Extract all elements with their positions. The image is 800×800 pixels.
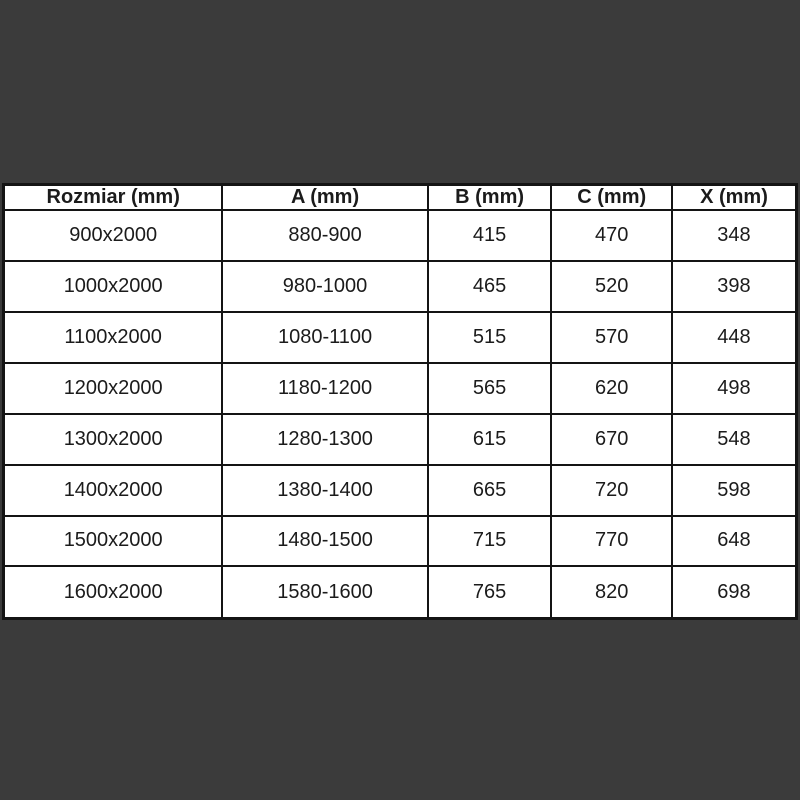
cell-x: 348 — [672, 210, 797, 261]
cell-a: 880-900 — [222, 210, 427, 261]
header-cell-a: A (mm) — [222, 185, 427, 211]
cell-b: 415 — [428, 210, 552, 261]
cell-x: 398 — [672, 261, 797, 312]
cell-b: 715 — [428, 516, 552, 567]
cell-c: 570 — [551, 312, 672, 363]
cell-c: 770 — [551, 516, 672, 567]
table-row — [4, 363, 797, 414]
dimension-table — [2, 183, 798, 620]
table-row — [4, 210, 797, 261]
cell-a: 1180-1200 — [222, 363, 427, 414]
cell-c: 720 — [551, 465, 672, 516]
table-row — [4, 566, 797, 618]
cell-x: 498 — [672, 363, 797, 414]
cell-x: 598 — [672, 465, 797, 516]
table-row — [4, 261, 797, 312]
cell-b: 465 — [428, 261, 552, 312]
cell-b: 565 — [428, 363, 552, 414]
header-cell-b: B (mm) — [428, 185, 552, 211]
cell-rozmiar: 1200x2000 — [4, 363, 223, 414]
cell-rozmiar: 1400x2000 — [4, 465, 223, 516]
cell-rozmiar: 900x2000 — [4, 210, 223, 261]
cell-rozmiar: 1500x2000 — [4, 516, 223, 567]
header-cell-rozmiar: Rozmiar (mm) — [4, 185, 223, 211]
cell-b: 615 — [428, 414, 552, 465]
cell-c: 820 — [551, 566, 672, 618]
cell-a: 1080-1100 — [222, 312, 427, 363]
cell-x: 648 — [672, 516, 797, 567]
table-row — [4, 465, 797, 516]
cell-x: 548 — [672, 414, 797, 465]
cell-x: 698 — [672, 566, 797, 618]
cell-rozmiar: 1100x2000 — [4, 312, 223, 363]
cell-a: 1280-1300 — [222, 414, 427, 465]
cell-a: 980-1000 — [222, 261, 427, 312]
cell-rozmiar: 1600x2000 — [4, 566, 223, 618]
table-header-row — [4, 185, 797, 211]
cell-b: 665 — [428, 465, 552, 516]
cell-a: 1580-1600 — [222, 566, 427, 618]
dimension-table-container — [2, 183, 798, 620]
cell-a: 1480-1500 — [222, 516, 427, 567]
cell-c: 620 — [551, 363, 672, 414]
cell-b: 765 — [428, 566, 552, 618]
table-row — [4, 516, 797, 567]
cell-c: 670 — [551, 414, 672, 465]
cell-c: 470 — [551, 210, 672, 261]
header-cell-x: X (mm) — [672, 185, 797, 211]
cell-x: 448 — [672, 312, 797, 363]
table-row — [4, 312, 797, 363]
cell-rozmiar: 1000x2000 — [4, 261, 223, 312]
table-row — [4, 414, 797, 465]
cell-b: 515 — [428, 312, 552, 363]
cell-a: 1380-1400 — [222, 465, 427, 516]
header-cell-c: C (mm) — [551, 185, 672, 211]
cell-rozmiar: 1300x2000 — [4, 414, 223, 465]
cell-c: 520 — [551, 261, 672, 312]
